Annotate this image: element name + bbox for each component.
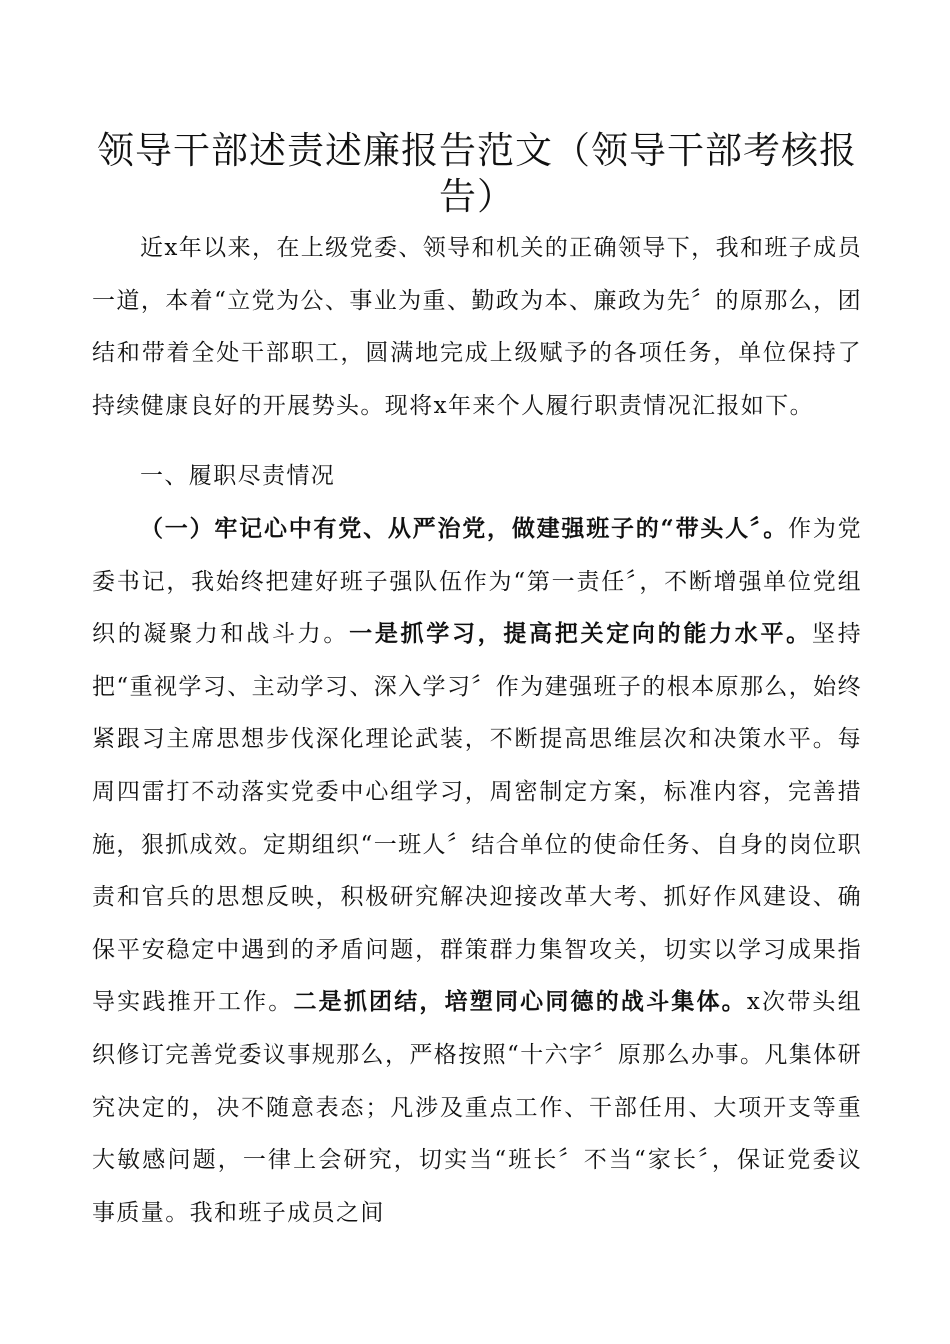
title-line-2: 告） bbox=[439, 175, 515, 218]
document-title bbox=[92, 128, 862, 220]
document-body bbox=[92, 222, 862, 1239]
point-1-heading: 一是抓学习，提高把关定向的能力水平。 bbox=[349, 620, 812, 648]
point-2-heading: 二是抓团结，培塑同心同德的战斗集体。 bbox=[293, 988, 747, 1016]
intro-paragraph: 近x年以来，在上级党委、领导和机关的正确领导下，我和班子成员一道，本着“立党为公、事业为重、勤政为本、廉政为先〞的原那么，团结和带着全处干部职工，圆满地完成上级赋予的各项任务，单位保持了持续健康良好的开展势头。现将x年来个人履行职责情况汇报如下。 bbox=[92, 235, 862, 419]
subsection-text-1: 作为党委书记，我始终把建好班子强队伍作为“第一责任〞，不断增强单位党组织的凝聚力和战斗力。 bbox=[92, 515, 863, 648]
subsection-text-2: 坚持把“重视学习、主动学习、深入学习〞作为建强班子的根本原那么，始终紧跟习主席思想步伐深化理论武装，不断提高思维层次和决策水平。每周四雷打不动落实党委中心组学习，周密制定方案，标准内容，完善措施，狠抓成效。定期组织“一班人〞结合单位的使命任务、自身的岗位职责和官兵的思想反映，积极研究解决迎接改革大考、抓好作风建设、确保平安稳定中遇到的矛盾问题，群策群力集智攻关，切实以学习成果指导实践推开工作。 bbox=[92, 621, 863, 1016]
subsection-heading: （一）牢记心中有党、从严治党，做建强班子的“带头人〞。 bbox=[140, 514, 789, 542]
section-heading: 一、履职尽责情况 bbox=[140, 463, 336, 490]
title-line-1: 领导干部述责述廉报告范文（领导干部考核报 bbox=[97, 129, 857, 172]
subsection-paragraph bbox=[92, 503, 862, 1239]
subsection-text-3: x次带头组织修订完善党委议事规那么，严格按照“十六字〞原那么办事。凡集体研究决定的，决不随意表态；凡涉及重点工作、干部任用、大项开支等重大敏感问题，一律上会研究，切实当“班长〞不当“家长〞，保证党委议事质量。我和班子成员之间 bbox=[92, 989, 862, 1226]
